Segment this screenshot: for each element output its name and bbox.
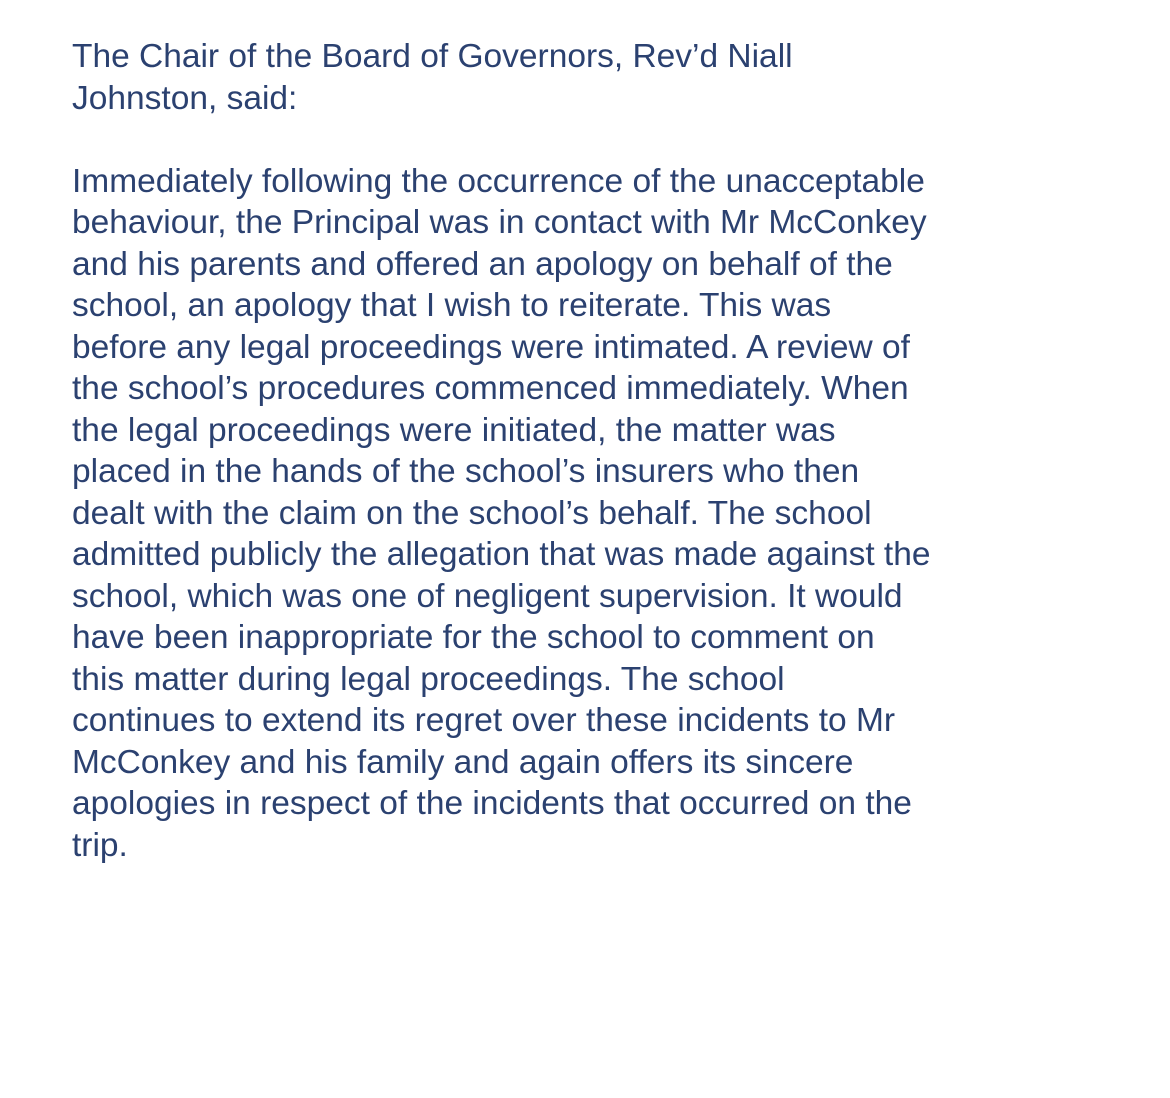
body-line: trip.	[72, 826, 128, 864]
body-line: dealt with the claim on the school’s behalf. The school	[72, 494, 872, 532]
body-line: placed in the hands of the school’s insurers who then	[72, 453, 860, 490]
body-line: continues to extend its regret over these incidents to Mr	[72, 702, 896, 739]
body-line: apologies in respect of the incidents that occurred on the	[72, 785, 912, 822]
body-line: the school’s procedures commenced immediately. When	[72, 370, 909, 407]
body-line: McConkey and his family and again offers its sincere	[72, 743, 854, 781]
statement-body	[72, 161, 1132, 867]
body-line: and his parents and offered an apology on behalf of the	[72, 245, 893, 283]
body-line: before any legal proceedings were intimated. A review of	[72, 328, 910, 366]
statement-document	[72, 36, 1132, 866]
body-line: school, which was one of negligent supervision. It would	[72, 577, 903, 615]
intro-line: The Chair of the Board of Governors, Rev’d Niall	[72, 38, 793, 75]
body-line: Immediately following the occurrence of the unacceptable	[72, 162, 925, 200]
statement-intro	[72, 36, 1132, 119]
body-line: have been inappropriate for the school to comment on	[72, 619, 875, 656]
body-line: behaviour, the Principal was in contact with Mr McConkey	[72, 204, 927, 241]
body-line: school, an apology that I wish to reiterate. This was	[72, 287, 832, 324]
body-line: the legal proceedings were initiated, the matter was	[72, 411, 836, 449]
body-line: this matter during legal proceedings. The school	[72, 660, 785, 698]
body-line: admitted publicly the allegation that was made against the	[72, 536, 931, 573]
intro-line: Johnston, said:	[72, 79, 298, 117]
